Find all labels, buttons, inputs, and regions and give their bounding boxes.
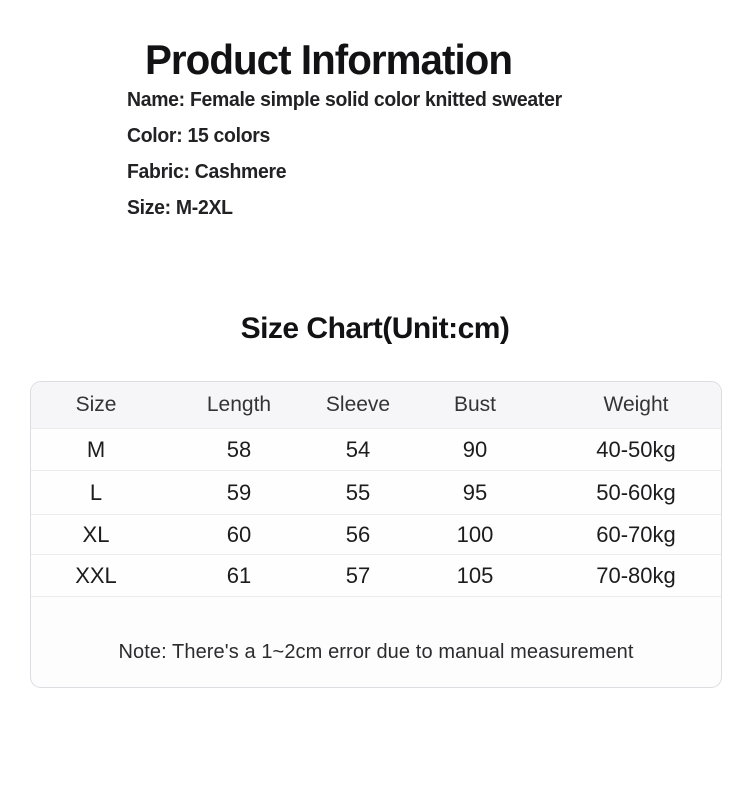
cell-size: XXL bbox=[75, 562, 117, 588]
column-header-length: Length bbox=[206, 393, 272, 416]
cell-sleeve: 55 bbox=[345, 479, 371, 505]
column-header-sleeve: Sleeve bbox=[325, 393, 391, 416]
product-size-line: Size: M-2XL bbox=[127, 197, 233, 219]
cell-weight: 70-80kg bbox=[596, 562, 676, 588]
cell-length: 61 bbox=[226, 562, 252, 588]
cell-length: 60 bbox=[226, 521, 252, 547]
page-title: Product Information bbox=[145, 36, 513, 84]
cell-weight: 40-50kg bbox=[596, 436, 676, 462]
cell-sleeve: 54 bbox=[345, 436, 371, 462]
cell-weight: 50-60kg bbox=[596, 479, 676, 505]
cell-size: L bbox=[89, 479, 103, 505]
cell-size: XL bbox=[82, 521, 110, 547]
product-fabric-line: Fabric: Cashmere bbox=[127, 161, 287, 183]
table-row-l bbox=[31, 471, 721, 515]
size-chart-note: Note: There's a 1~2cm error due to manual measurement bbox=[118, 641, 634, 663]
table-row-xl bbox=[31, 515, 721, 555]
size-chart-header-row bbox=[31, 382, 721, 429]
cell-bust: 100 bbox=[456, 521, 494, 547]
cell-bust: 90 bbox=[462, 436, 488, 462]
cell-bust: 105 bbox=[456, 562, 494, 588]
cell-sleeve: 57 bbox=[345, 562, 371, 588]
cell-bust: 95 bbox=[462, 479, 488, 505]
cell-length: 58 bbox=[226, 436, 252, 462]
column-header-size: Size bbox=[75, 393, 117, 416]
column-header-weight: Weight bbox=[603, 393, 669, 416]
column-header-bust: Bust bbox=[453, 393, 497, 416]
cell-size: M bbox=[86, 436, 106, 462]
cell-length: 59 bbox=[226, 479, 252, 505]
product-name-line: Name: Female simple solid color knitted sweater bbox=[127, 89, 562, 111]
size-chart-card bbox=[30, 381, 722, 688]
cell-sleeve: 56 bbox=[345, 521, 371, 547]
table-row-m bbox=[31, 429, 721, 471]
product-details bbox=[127, 82, 575, 226]
cell-weight: 60-70kg bbox=[596, 521, 676, 547]
product-color-line: Color: 15 colors bbox=[127, 125, 271, 147]
size-chart-title: Size Chart(Unit:cm) bbox=[240, 311, 510, 345]
table-row-xxl bbox=[31, 555, 721, 597]
